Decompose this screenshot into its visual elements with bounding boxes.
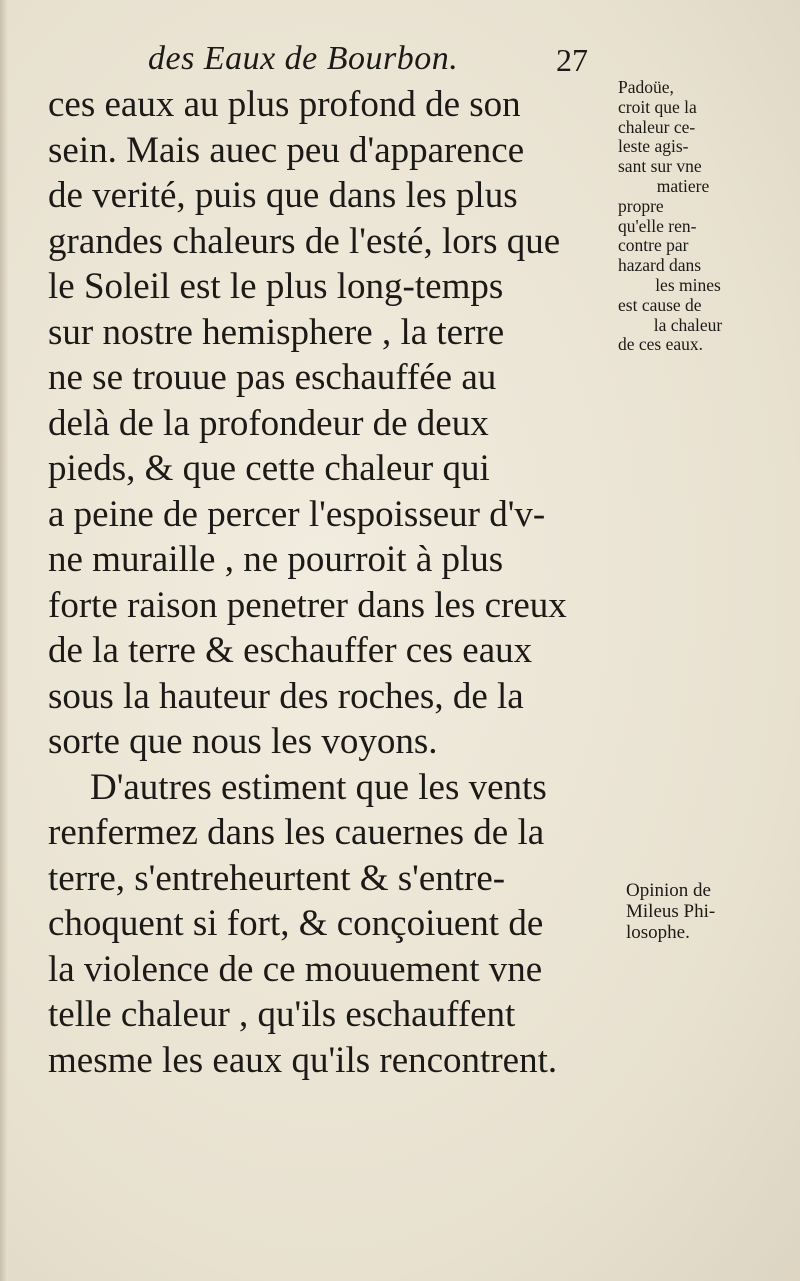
margin-note-line: leste agis- (618, 136, 689, 157)
text-line: sorte que nous les voyons. (48, 721, 438, 762)
margin-note-line: la chaleur (653, 314, 723, 335)
margin-note-line: sant sur vne (618, 156, 702, 177)
text-line: terre, s'entreheurtent & s'entre- (48, 857, 506, 899)
page-spine-shadow (0, 0, 8, 1281)
page-header (148, 40, 608, 84)
text-line: a peine de percer l'espoisseur d'v- (48, 493, 546, 535)
text-line: le Soleil est le plus long-temps (48, 266, 504, 307)
text-line: sous la hauteur des roches, de la (48, 675, 524, 717)
margin-note-line: matiere (656, 175, 710, 196)
margin-note-line: de ces eaux. (618, 334, 704, 355)
margin-note-line: Opinion de (626, 880, 711, 901)
margin-note-line: est cause de (618, 294, 702, 315)
paragraph-start-line: D'autres estiment que les vents (90, 766, 547, 808)
text-line: telle chaleur , qu'ils eschauffent (48, 994, 516, 1035)
text-line: grandes chaleurs de l'esté, lors que (48, 220, 561, 262)
text-line: sur nostre hemisphere , la terre (48, 311, 505, 353)
margin-note-line: croit que la (618, 96, 697, 117)
text-line: ne se trouue pas eschauffée au (48, 357, 497, 398)
margin-note-line: hazard dans (618, 255, 702, 276)
text-line: renfermez dans les cauernes de la (48, 812, 545, 853)
margin-note-line: Padoüe, (618, 77, 674, 97)
text-line: la violence de ce mouuement vne (48, 948, 543, 990)
margin-note-line: qu'elle ren- (618, 215, 697, 236)
page-number: 27 (556, 42, 588, 78)
body-text (48, 82, 618, 1083)
margin-note-line: propre (618, 195, 664, 216)
text-line: ces eaux au plus profond de son (48, 84, 521, 125)
text-line: pieds, & que cette chaleur qui (48, 448, 490, 489)
text-line: sein. Mais auec peu d'apparence (48, 129, 525, 171)
text-line: de la terre & eschauffer ces eaux (48, 630, 533, 671)
text-line: de verité, puis que dans les plus (48, 175, 518, 216)
margin-note-line: contre par (618, 235, 689, 256)
text-line: forte raison penetrer dans les creux (48, 584, 567, 626)
margin-note-line: chaleur ce- (618, 116, 696, 137)
margin-note-line: Mileus Phi- (626, 901, 716, 922)
margin-note-mileus (626, 880, 796, 943)
running-title: des Eaux de Bourbon. (148, 40, 459, 77)
text-line: ne muraille , ne pourroit à plus (48, 539, 504, 580)
text-line: mesme les eaux qu'ils rencontrent. (48, 1039, 558, 1081)
margin-note-padoue (618, 78, 788, 355)
text-line: choquent si fort, & conçoiuent de (48, 903, 544, 944)
margin-note-line: les mines (655, 274, 721, 295)
text-line: delà de la profondeur de deux (48, 402, 489, 444)
margin-note-line: losophe. (626, 922, 690, 943)
